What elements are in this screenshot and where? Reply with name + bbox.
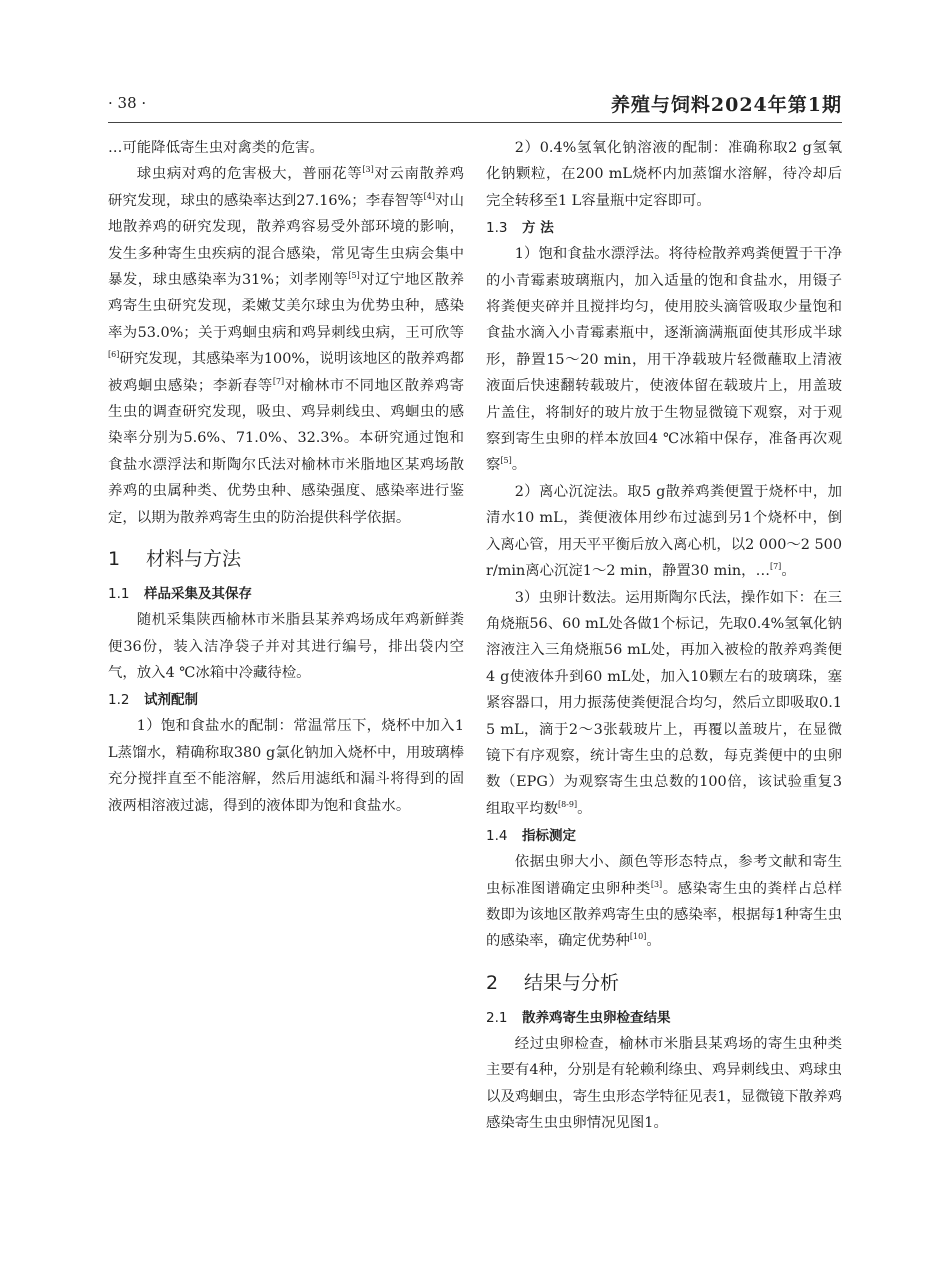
header-rule <box>108 122 842 123</box>
citation: [7] <box>272 376 285 386</box>
right-column <box>486 135 842 1136</box>
page-number: · 38 · <box>108 94 147 112</box>
subsection-heading: 1.3 方 法 <box>486 220 554 237</box>
citation: [5] <box>348 271 360 281</box>
paragraph: 依据虫卵大小、颜色等形态特点，参考文献和寄生虫标准图谱确定虫卵种类[3]。感染寄生虫的粪样占总样数即为该地区散养鸡寄生虫的感染率，根据每1种寄生虫的感染率，确定优势种[10]。 <box>486 854 842 950</box>
paragraph: 1）饱和食盐水的配制：常温常压下，烧杯中加入1 L蒸馏水，精确称取380 g氯化钠加入烧杯中，用玻璃棒充分搅拌直至不能溶解，然后用滤纸和漏斗将得到的固液两相溶液过滤，得到的液体即为饱和食盐水。 <box>108 718 464 814</box>
journal-title: 养殖与饲料2024年第1期 <box>610 94 842 116</box>
subsection-heading: 1.4 指标测定 <box>486 828 576 845</box>
paragraph: 经过虫卵检查，榆林市米脂县某鸡场的寄生虫种类主要有4种，分别是有轮赖利绦虫、鸡异刺线虫、鸡球虫以及鸡蛔虫，寄生虫形态学特征见表1，显微镜下散养鸡感染寄生虫虫卵情况见图1。 <box>486 1035 842 1131</box>
citation: [4] <box>423 191 436 201</box>
paragraph: 1）饱和食盐水漂浮法。将待检散养鸡粪便置于干净的小青霉素玻璃瓶内，加入适量的饱和食盐水，用镊子将粪便夹碎并且搅拌均匀，使用胶头滴管吸取少量饱和食盐水滴入小青霉素瓶中，逐渐滴满瓶面使其形成半球形，静置15～20 min，用干净载玻片轻微蘸取上清液液面后快速翻转载玻片，使液体留在载玻片上，用盖玻片盖住，将制好的玻片放于生物显微镜下观察，对于观察到寄生虫卵的样本放回4 ℃冰箱中保存，准备再次观察[5]。 <box>486 246 842 474</box>
citation: [5] <box>500 456 512 466</box>
citation: [6] <box>108 350 120 360</box>
paragraph: 2）离心沉淀法。取5 g散养鸡粪便置于烧杯中，加清水10 mL，粪便液体用纱布过滤到另1个烧杯中，倒入离心管，用天平平衡后放入离心机，以2 000～2 500 r/min离心沉淀1～2 min，静置30 min，…[7]。 <box>486 483 842 580</box>
running-header <box>108 94 842 120</box>
citation: [3] <box>362 165 374 175</box>
citation: [8-9] <box>557 799 578 809</box>
subsection-heading: 2.1 散养鸡寄生虫卵检查结果 <box>486 1009 671 1026</box>
paragraph: 3）虫卵计数法。运用斯陶尔氏法，操作如下：在三角烧瓶56、60 mL处各做1个标记，先取0.4%氢氧化钠溶液注入三角烧瓶56 mL处，再加入被检的散养鸡粪便4 g使液体升到60 mL处，加入10颗左右的玻璃珠，塞紧容器口，用力振荡使粪便混合均匀，然后立即吸取0.15 mL，滴于2～3张载玻片上，再覆以盖玻片，在显微镜下有序观察，统计寄生虫的总数，每克粪便中的虫卵数（EPG）为观察寄生虫总数的100倍，该试验重复3组取平均数[8-9]。 <box>486 589 842 817</box>
citation: [7] <box>769 562 782 572</box>
paragraph: 随机采集陕西榆林市米脂县某养鸡场成年鸡新鲜粪便36份，装入洁净袋子并对其进行编号，排出袋内空气，放入4 ℃冰箱中冷藏待检。 <box>108 612 464 681</box>
paragraph: 球虫病对鸡的危害极大，普丽花等[3]对云南散养鸡研究发现，球虫的感染率达到27.16%；李春智等[4]对山地散养鸡的研究发现，散养鸡容易受外部环境的影响，发生多种寄生虫疾病的混合感染，常见寄生虫病会集中暴发，球虫感染率为31%；刘孝刚等[5]对辽宁地区散养鸡寄生虫研究发现，柔嫩艾美尔球虫为优势虫种，感染率为53.0%；关于鸡蛔虫病和鸡异刺线虫病，王可欣等[6]研究发现，其感染率为100%，说明该地区的散养鸡都被鸡蛔虫感染；李新春等[7]对榆林市不同地区散养鸡寄生虫的调查研究发现，吸虫、鸡异刺线虫、鸡蛔虫的感染率分别为5.6%、71.0%、32.3%。本研究通过饱和食盐水漂浮法和斯陶尔氏法对榆林市米脂地区某鸡场散养鸡的虫属种类、优势虫种、感染强度、感染率进行鉴定，以期为散养鸡寄生虫的防治提供科学依据。 <box>108 165 464 526</box>
subsection-heading: 1.2 试剂配制 <box>108 692 198 709</box>
section-heading: 1 材料与方法 <box>108 548 242 571</box>
paragraph: …可能降低寄生虫对禽类的危害。 <box>108 140 324 156</box>
section-heading: 2 结果与分析 <box>486 971 620 994</box>
citation: [3] <box>650 879 663 889</box>
citation: [10] <box>629 932 647 942</box>
left-column <box>108 135 464 819</box>
paragraph: 2）0.4%氢氧化钠溶液的配制：准确称取2 g氢氧化钠颗粒，在200 mL烧杯内加蒸馏水溶解，待冷却后完全转移至1 L容量瓶中定容即可。 <box>486 140 842 209</box>
subsection-heading: 1.1 样品采集及其保存 <box>108 586 252 603</box>
